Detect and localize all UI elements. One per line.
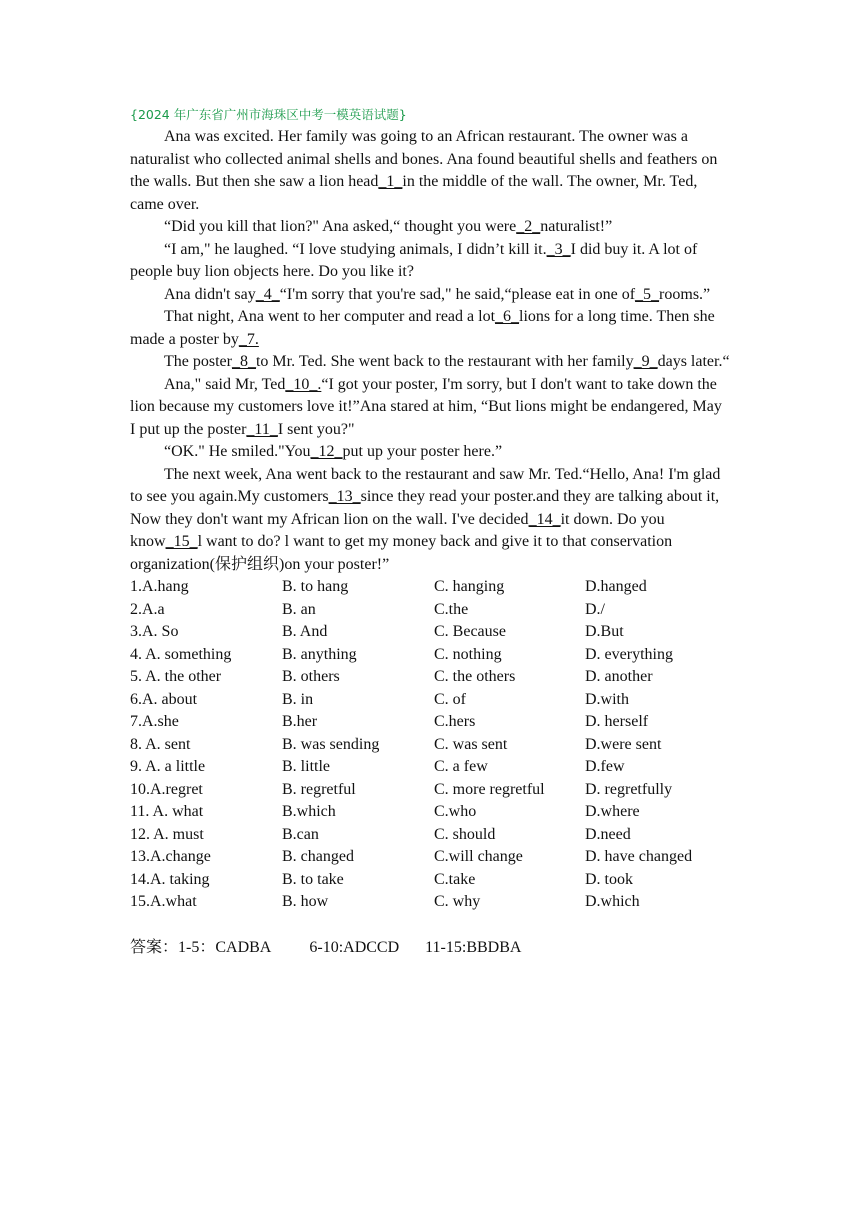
passage-text: days later.“ — [657, 353, 730, 370]
option-choice: D.hanged — [585, 578, 647, 595]
passage-paragraph — [130, 441, 730, 464]
option-choice: 1.A.hang — [130, 578, 189, 595]
option-choice: 2.A.a — [130, 600, 165, 618]
option-choice: 14.A. taking — [130, 870, 210, 888]
passage-text: “OK." He smiled."You — [164, 443, 311, 460]
option-row — [130, 756, 730, 779]
option-choice: C. should — [434, 825, 496, 843]
passage-text: Ana didn't say — [164, 285, 256, 303]
option-choice: D.which — [585, 893, 640, 910]
blank-number: _12_ — [310, 443, 343, 460]
passage-paragraph — [130, 306, 730, 351]
passage — [130, 126, 730, 576]
passage-text: That night, Ana went to her computer and read a lot — [164, 308, 496, 325]
option-choice: B.can — [282, 825, 319, 843]
option-choice: C. the others — [434, 668, 516, 685]
option-choice: 6.A. about — [130, 690, 198, 708]
option-choice: B. anything — [282, 645, 357, 663]
option-row — [130, 666, 730, 689]
option-choice: C. a few — [434, 758, 488, 775]
option-choice: 13.A.change — [130, 848, 211, 865]
blank-number: _6_ — [495, 308, 520, 325]
option-choice: D. another — [585, 668, 653, 685]
blank-number: _5_ — [635, 285, 660, 303]
option-row — [130, 779, 730, 802]
passage-text: to Mr. Ted. She went back to the restaurant with her family — [255, 353, 634, 370]
option-choice: B. little — [282, 758, 330, 775]
option-choice: C. Because — [434, 623, 506, 640]
answer-part-1: 1-5：CADBA — [178, 938, 272, 956]
option-choice: B. changed — [282, 848, 354, 865]
blank-number: _11_ — [246, 420, 278, 438]
option-choice: B. how — [282, 893, 329, 910]
option-choice: C.hers — [434, 713, 476, 730]
option-choice: C.who — [434, 803, 477, 820]
passage-text: Ana," said Mr, Ted — [164, 375, 286, 393]
blank-number: _2_ — [516, 218, 541, 235]
blank-number: _8_ — [231, 353, 256, 370]
answer-part-3: 11-15:BBDBA — [425, 938, 522, 956]
passage-text: I sent you?" — [277, 420, 355, 438]
passage-text: Ana was excited. Her family was going to an African restaurant. The owner was a naturalist who collected animal shells and bones. Ana found beautiful shells and feathers on the walls. But then she saw a lion head — [130, 128, 718, 190]
option-row — [130, 621, 730, 644]
option-choice: B. was sending — [282, 735, 380, 753]
source-title: {2024 年广东省广州市海珠区中考一模英语试题} — [130, 107, 407, 122]
option-row — [130, 711, 730, 734]
passage-text: “Did you kill that lion?" Ana asked,“ thought you were — [164, 218, 517, 235]
passage-paragraph — [130, 284, 730, 307]
option-row — [130, 576, 730, 599]
passage-text: The next week, Ana went back to the restaurant and saw Mr. Ted.“Hello, Ana! I'm glad to see you again.My customers — [130, 465, 721, 505]
passage-paragraph — [130, 126, 730, 216]
option-row — [130, 891, 730, 914]
blank-number: _7. — [238, 330, 259, 348]
option-choice: D.where — [585, 803, 640, 820]
option-choice: B.her — [282, 713, 318, 730]
option-choice: D. everything — [585, 645, 673, 663]
option-choice: B. regretful — [282, 780, 356, 798]
option-choice: C. why — [434, 893, 481, 910]
option-row — [130, 846, 730, 869]
passage-text: “I'm sorry that you're sad," he said,“please eat in one of — [279, 285, 636, 303]
passage-text: naturalist!” — [540, 218, 613, 235]
option-choice: C. hanging — [434, 578, 505, 595]
option-choice: 7.A.she — [130, 713, 179, 730]
option-choice: 8. A. sent — [130, 735, 191, 753]
option-choice: 5. A. the other — [130, 668, 222, 685]
option-row — [130, 869, 730, 892]
option-choice: B.which — [282, 803, 336, 820]
option-choice: B. to hang — [282, 578, 349, 595]
option-row — [130, 801, 730, 824]
passage-paragraph — [130, 216, 730, 239]
blank-number: _4_ — [255, 285, 280, 303]
document-page — [130, 104, 730, 959]
option-row — [130, 599, 730, 622]
passage-text: it down. Do you know — [130, 510, 665, 550]
option-choice: B. to take — [282, 870, 344, 888]
option-row — [130, 734, 730, 757]
option-choice: B. And — [282, 623, 328, 640]
blank-number: _14_ — [528, 510, 561, 528]
option-choice: D.need — [585, 825, 631, 843]
option-row — [130, 689, 730, 712]
passage-paragraph — [130, 374, 730, 442]
passage-text: since they read your poster.and they are talking about it, Now they don't want my African lion on the wall. I've decided — [130, 488, 720, 528]
option-choice: 3.A. So — [130, 623, 179, 640]
passage-text: “I am," he laughed. “I love studying animals, I didn’t kill it. — [164, 240, 547, 258]
option-choice: 12. A. must — [130, 825, 204, 843]
option-choice: C. was sent — [434, 735, 508, 753]
passage-text: l want to do? l want to get my money back and give it to that conservation organization(保护组织)on your poster!” — [130, 533, 673, 573]
blank-number: _10_. — [285, 375, 322, 393]
option-choice: D.But — [585, 623, 624, 640]
option-choice: D.few — [585, 758, 625, 775]
passage-text: I did buy it. A lot of people buy lion objects here. Do you like it? — [130, 240, 698, 280]
option-choice: D. took — [585, 870, 633, 888]
option-choice: D./ — [585, 600, 605, 618]
answer-label: 答案： — [130, 938, 179, 956]
option-row — [130, 824, 730, 847]
option-choice: 11. A. what — [130, 803, 204, 820]
blank-number: _9_ — [633, 353, 658, 370]
blank-number: _13_ — [328, 488, 361, 505]
passage-text: The poster — [164, 353, 232, 370]
option-choice: C.take — [434, 870, 476, 888]
option-choice: 10.A.regret — [130, 780, 203, 798]
option-choice: D.with — [585, 690, 629, 708]
option-choice: D. herself — [585, 713, 649, 730]
answer-key — [130, 937, 730, 960]
options-list — [130, 576, 730, 914]
option-choice: 9. A. a little — [130, 758, 206, 775]
option-choice: C.the — [434, 600, 469, 618]
option-row — [130, 644, 730, 667]
option-choice: D. have changed — [585, 848, 693, 865]
passage-paragraph — [130, 351, 730, 374]
blank-number: _15_ — [165, 533, 198, 550]
blank-number: _3_ — [546, 240, 571, 258]
option-choice: 15.A.what — [130, 893, 197, 910]
option-choice: B. an — [282, 600, 316, 618]
option-choice: B. others — [282, 668, 340, 685]
option-choice: B. in — [282, 690, 314, 708]
option-choice: D. regretfully — [585, 780, 673, 798]
blank-number: _1_ — [378, 173, 403, 190]
passage-paragraph — [130, 464, 730, 577]
passage-text: put up your poster here.” — [342, 443, 503, 460]
passage-text: in the middle of the wall. The owner, Mr. Ted, came over. — [130, 173, 698, 213]
option-choice: C. of — [434, 690, 466, 708]
option-choice: 4. A. something — [130, 645, 232, 663]
passage-text: rooms.” — [659, 285, 711, 303]
option-choice: C. nothing — [434, 645, 502, 663]
option-choice: C. more regretful — [434, 780, 545, 798]
answer-part-2: 6-10:ADCCD — [309, 938, 400, 956]
option-choice: C.will change — [434, 848, 523, 865]
passage-text: lions for a long time. Then she made a poster by — [130, 308, 715, 348]
passage-paragraph — [130, 239, 730, 284]
passage-text: “I got your poster, I'm sorry, but I don't want to take down the lion because my customers love it!”Ana stared at him, “But lions might be endangered, May I put up the poster — [130, 375, 722, 438]
option-choice: D.were sent — [585, 735, 662, 753]
